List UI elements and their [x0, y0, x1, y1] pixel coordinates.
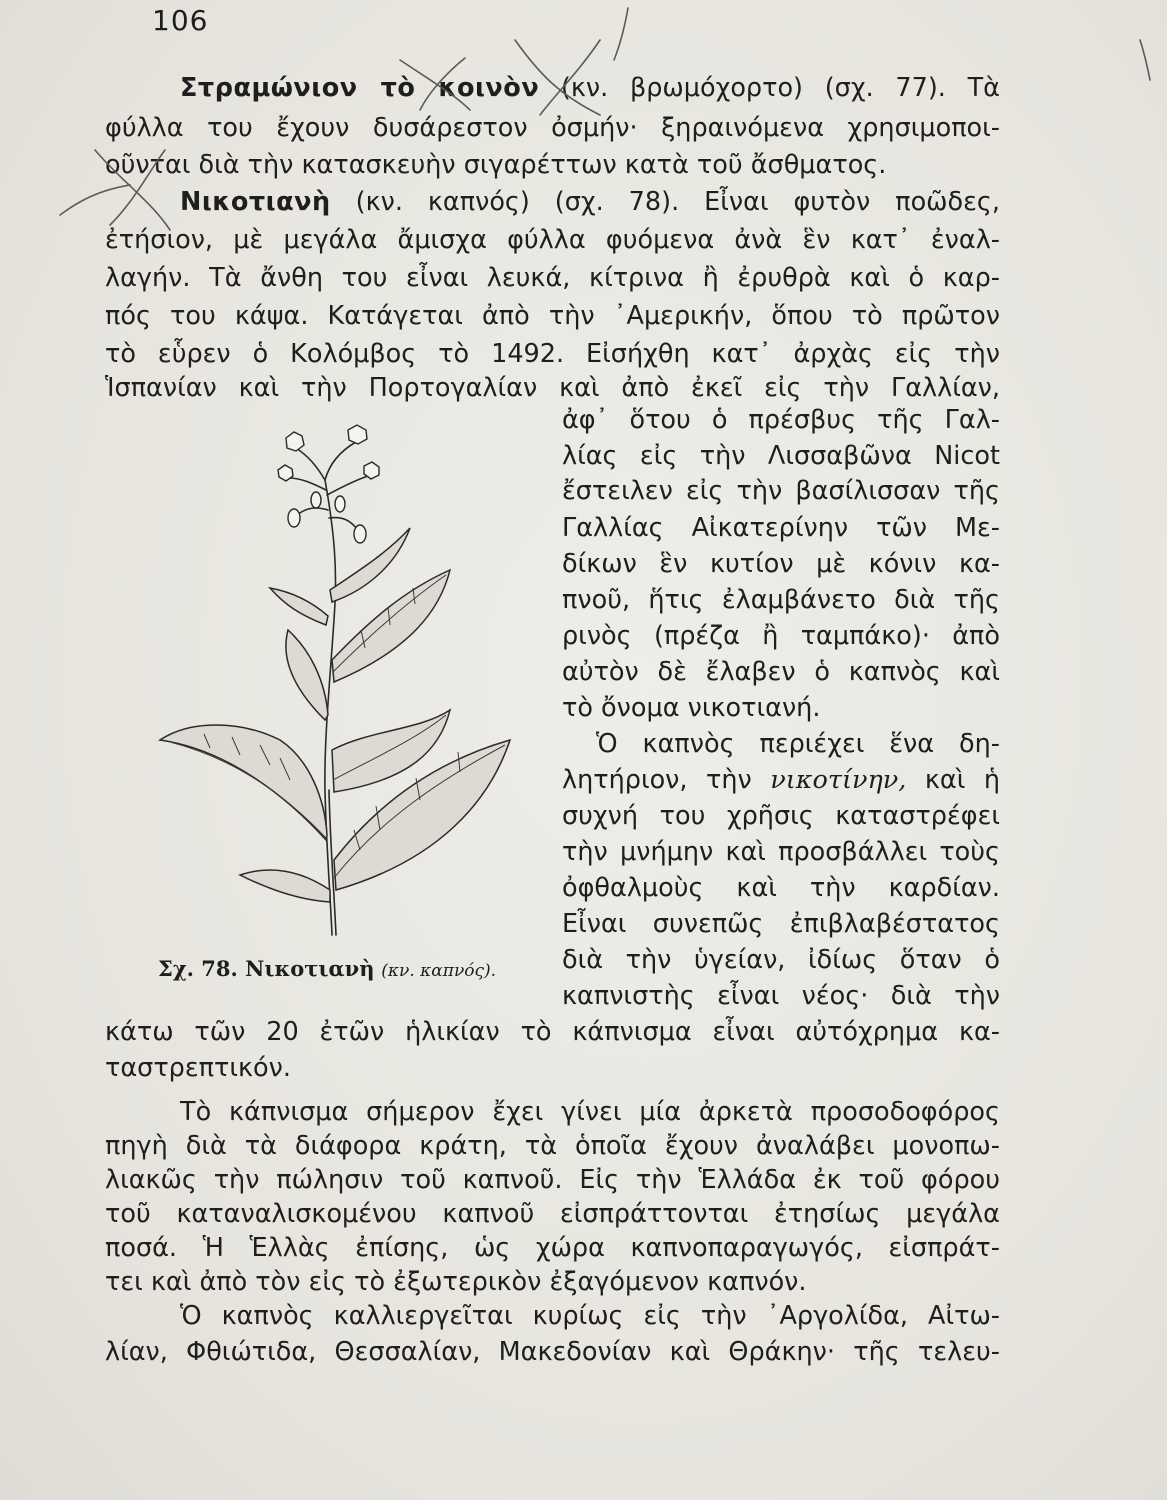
paragraph-1-line-1-rest: (κν. βρωμόχορτο) (σχ. 77). Τὰ: [539, 73, 1000, 103]
term-stramonium: Στραμώνιον τὸ κοινὸν: [180, 73, 540, 103]
paragraph-2-narrow-line-5: δίκων ἓν κυτίον μὲ κόνιν κα-: [562, 549, 1000, 579]
paragraph-4-line-4: τοῦ καταναλισκομένου καπνοῦ εἰσπράττονται ἐτησίως μεγάλα: [105, 1199, 1000, 1229]
figure-caption: [158, 956, 496, 981]
tobacco-plant-illustration: [120, 420, 540, 950]
paragraph-2-line-6: Ἱσπανίαν καὶ τὴν Πορτογαλίαν καὶ ἀπὸ ἐκεῖ εἰς τὴν Γαλλίαν,: [105, 373, 1000, 403]
paragraph-4-line-1: Τὸ κάπνισμα σήμερον ἔχει γίνει μία ἀρκετὰ προσοδοφόρος: [180, 1097, 1000, 1127]
paragraph-3-last-line: ταστρεπτικόν.: [105, 1053, 291, 1083]
paragraph-3-narrow-line-7: διὰ τὴν ὑγείαν, ἰδίως ὅταν ὁ: [562, 945, 1000, 975]
paragraph-5-line-1: Ὁ καπνὸς καλλιεργεῖται κυρίως εἰς τὴν ᾽Αργολίδα, Αἰτω-: [180, 1301, 1000, 1331]
paragraph-2-line-5: τὸ εὗρεν ὁ Κολόμβος τὸ 1492. Εἰσήχθη κατ᾽ ἀρχὰς εἰς τὴν: [105, 339, 1000, 369]
paragraph-2-line-2: ἐτήσιον, μὲ μεγάλα ἄμισχα φύλλα φυόμενα ἀνὰ ἓν κατ᾽ ἐναλ-: [105, 225, 1000, 255]
page-number: 106: [152, 4, 209, 37]
paragraph-4-last-line: τει καὶ ἀπὸ τὸν εἰς τὸ ἐξωτερικὸν ἐξαγόμενον καπνόν.: [105, 1267, 807, 1297]
paragraph-2-line-1-rest: (κν. καπνός) (σχ. 78). Εἶναι φυτὸν ποῶδες,: [330, 187, 1000, 217]
leaf: [240, 870, 330, 902]
paragraph-3-line-2: [562, 764, 1000, 796]
flower-cluster: [278, 425, 379, 543]
paragraph-4-line-5: ποσά. Ἡ Ἑλλὰς ἐπίσης, ὡς χώρα καπνοπαραγωγός, εἰσπράτ-: [105, 1233, 1000, 1263]
paragraph-2-line-4: πός του κάψα. Κατάγεται ἀπὸ τὴν ᾽Αμερικήν, ὅπου τὸ πρῶτον: [105, 301, 1000, 331]
term-nicotine: νικοτίνην,: [770, 765, 907, 795]
paragraph-2-narrow-line-4: Γαλλίας Αἰκατερίνην τῶν Με-: [562, 513, 1000, 543]
paragraph-1-line-1: [180, 72, 1000, 104]
paragraph-2-narrow-line-2: λίας εἰς τὴν Λισσαβῶνα Nicot: [562, 441, 1000, 471]
figure-caption-sub: (κν. καπνός).: [381, 961, 497, 981]
term-nicotiana: Νικοτιανὴ: [180, 187, 331, 217]
paragraph-5-line-2: λίαν, Φθιώτιδα, Θεσσαλίαν, Μακεδονίαν καὶ Θράκην· τῆς τελευ-: [105, 1337, 1000, 1367]
paragraph-2-line-3: λαγήν. Τὰ ἄνθη του εἶναι λευκά, κίτρινα ἢ ἐρυθρὰ καὶ ὁ καρ-: [105, 263, 1000, 293]
paragraph-2-narrow-line-1: ἀφ᾽ ὅτου ὁ πρέσβυς τῆς Γαλ-: [562, 405, 1000, 435]
leaf: [330, 528, 410, 602]
paragraph-2-line-1: [180, 186, 1000, 218]
paragraph-3-full-line: κάτω τῶν 20 ἐτῶν ἡλικίαν τὸ κάπνισμα εἶναι αὐτόχρημα κα-: [105, 1017, 1000, 1047]
paragraph-3-line-2-before: λητήριον, τὴν: [562, 765, 771, 795]
paragraph-1-line-2: φύλλα του ἔχουν δυσάρεστον ὀσμήν· ξηραινόμενα χρησιμοποι-: [105, 113, 1000, 143]
paragraph-3-narrow-line-3: συχνή του χρῆσις καταστρέφει: [562, 801, 1000, 831]
figure-caption-label: Σχ. 78. Νικοτιανὴ: [158, 956, 375, 981]
paragraph-1-line-3: οῦνται διὰ τὴν κατασκευὴν σιγαρέττων κατὰ τοῦ ἄσθματος.: [105, 150, 887, 180]
paragraph-3-narrow-line-4: τὴν μνήμην καὶ προσβάλλει τοὺς: [562, 837, 1000, 867]
paragraph-2-narrow-line-8: αὐτὸν δὲ ἔλαβεν ὁ καπνὸς καὶ: [562, 657, 1000, 687]
paragraph-2-narrow-line-6: πνοῦ, ἥτις ἐλαμβάνετο διὰ τῆς: [562, 585, 1000, 615]
leaf: [286, 630, 328, 720]
paragraph-4-line-3: λιακῶς τὴν πώλησιν τοῦ καπνοῦ. Εἰς τὴν Ἑλλάδα ἐκ τοῦ φόρου: [105, 1165, 1000, 1195]
leaf: [160, 725, 327, 840]
paragraph-3-narrow-line-6: Εἶναι συνεπῶς ἐπιβλαβέστατος: [562, 909, 1000, 939]
paragraph-3-narrow-line-5: ὀφθαλμοὺς καὶ τὴν καρδίαν.: [562, 873, 1000, 903]
paragraph-2-narrow-line-9: τὸ ὄνομα νικοτιανή.: [562, 693, 821, 723]
paragraph-3-line-1: Ὁ καπνὸς περιέχει ἕνα δη-: [596, 729, 1000, 759]
leaf: [270, 588, 328, 625]
paragraph-2-narrow-line-7: ρινὸς (πρέζα ἢ ταμπάκο)· ἀπὸ: [562, 621, 1000, 651]
paragraph-3-narrow-line-8: καπνιστὴς εἶναι νέος· διὰ τὴν: [562, 981, 1000, 1011]
paragraph-3-line-2-after: καὶ ἡ: [906, 765, 1000, 795]
paragraph-2-narrow-line-3: ἔστειλεν εἰς τὴν βασίλισσαν τῆς: [562, 476, 1000, 506]
paragraph-4-line-2: πηγὴ διὰ τὰ διάφορα κράτη, τὰ ὁποῖα ἔχουν ἀναλάβει μονοπω-: [105, 1131, 1000, 1161]
